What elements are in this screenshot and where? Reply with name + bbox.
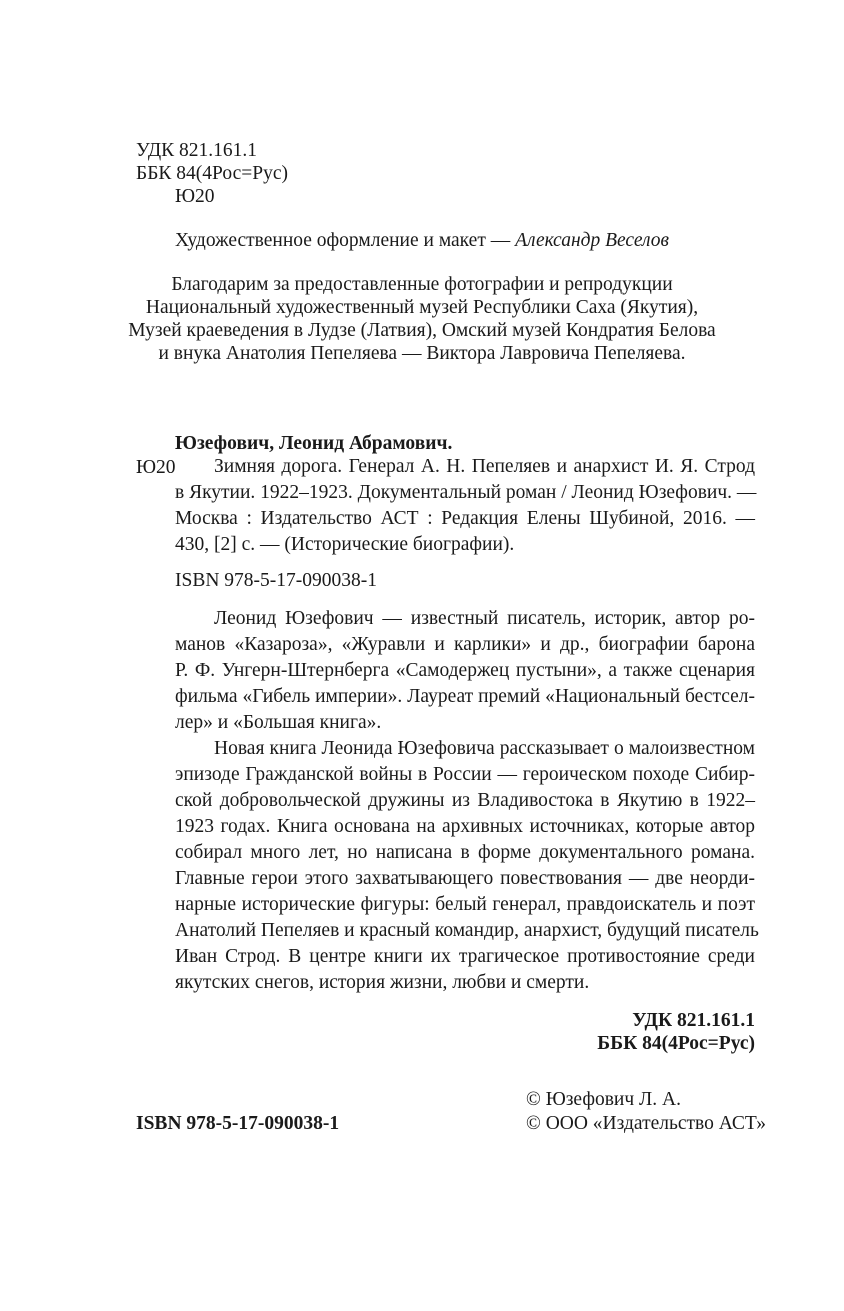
annotation-line: Новая книга Леонида Юзефовича рассказывает о малоизвестном — [214, 738, 755, 759]
ack-line: Благодарим за предоставленные фотографии и репродукции — [171, 274, 673, 295]
annotation-line: манов «Казароза», «Журавли и карлики» и др., биографии барона — [175, 634, 755, 655]
design-credit — [0, 228, 844, 254]
footer-isbn: ISBN 978-5-17-090038-1 — [136, 1113, 340, 1134]
catalog-line: в Якутии. 1922–1923. Документальный роман / Леонид Юзефович. — — [175, 482, 757, 503]
annotation-line: Анатолий Пепеляев и красный командир, анархист, будущий писатель — [175, 920, 759, 941]
annotation-line: ской добровольческой дружины из Владивостока в Якутию в 1922– — [175, 790, 755, 811]
annotation-line: нарные исторические фигуры: белый генерал, правдоискатель и поэт — [175, 894, 755, 915]
ack-line: Музей краеведения в Лудзе (Латвия), Омский музей Кондратия Белова — [128, 320, 716, 341]
udk-code: УДК 821.161.1 — [136, 140, 258, 161]
catalog-line: 430, [2] с. — (Исторические биографии). — [175, 534, 515, 555]
annotation-line: Р. Ф. Унгерн-Штернберга «Самодержец пустыни», а также сценария — [175, 660, 755, 681]
annotation-line: собирал много лет, но написана в форме документального романа. — [175, 842, 755, 863]
annotation-line: Леонид Юзефович — известный писатель, историк, автор ро- — [214, 608, 755, 629]
catalog-author-heading: Юзефович, Леонид Абрамович. — [175, 433, 453, 454]
annotation-line: эпизоде Гражданской войны в России — героическом походе Сибир- — [175, 764, 755, 785]
copyright-author: © Юзефович Л. А. — [526, 1089, 681, 1110]
ack-line: Национальный художественный музей Республики Саха (Якутия), — [145, 297, 699, 318]
design-credit-name: Александр Веселов — [515, 230, 669, 251]
annotation-line: фильма «Гибель империи». Лауреат премий «Национальный бестсел- — [175, 686, 755, 707]
annotation-line: 1923 годах. Книга основана на архивных источниках, которые автор — [175, 816, 755, 837]
catalog-line: Москва : Издательство АСТ : Редакция Елены Шубиной, 2016. — — [175, 508, 755, 529]
annotation-line: Иван Строд. В центре книги их трагическое противостояние среди — [175, 946, 755, 967]
annotation-line: лер» и «Большая книга». — [175, 712, 382, 733]
catalog-line: Зимняя дорога. Генерал А. Н. Пепеляев и анархист И. Я. Строд — [214, 456, 755, 477]
catalog-mark: Ю20 — [136, 457, 176, 478]
ack-line: и внука Анатолия Пепеляева — Виктора Лавровича Пепеляева. — [158, 343, 686, 364]
udk-code-right: УДК 821.161.1 — [632, 1010, 755, 1031]
bbk-code: ББК 84(4Рос=Рус) — [136, 163, 289, 184]
bbk-code-right: ББК 84(4Рос=Рус) — [597, 1033, 755, 1054]
catalog-isbn: ISBN 978-5-17-090038-1 — [175, 570, 378, 591]
annotation-line: якутских снегов, история жизни, любви и смерти. — [175, 972, 590, 993]
design-credit-label: Художественное оформление и макет — — [175, 230, 516, 251]
author-mark: Ю20 — [175, 186, 215, 207]
copyright-publisher: © ООО «Издательство АСТ» — [526, 1113, 767, 1134]
annotation-line: Главные герои этого захватывающего повествования — две неорди- — [175, 868, 755, 889]
